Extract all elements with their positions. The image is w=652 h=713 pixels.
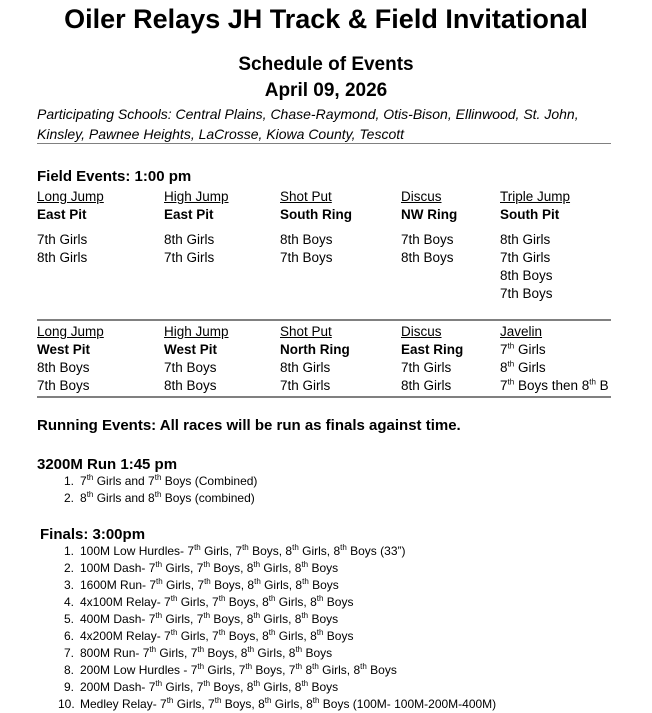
field-event-name: Triple Jump — [500, 189, 571, 204]
field-event-group: 8th Girls — [500, 359, 546, 375]
participating-schools: Participating Schools: Central Plains, Chase-Raymond, Otis-Bison, Ellinwood, St. John, Kinsley, Pawnee Heights, LaCrosse, Kiowa County, Tescott — [37, 106, 579, 142]
field-event-group: 7th Girls — [500, 341, 546, 357]
list-item: 3. 1600M Run- 7th Girls, 7th Boys, 8th Girls, 8th Boys — [63, 577, 339, 592]
field-event-column — [37, 323, 104, 395]
field-event-name: Shot Put — [280, 189, 332, 204]
list-item: 8. 200M Low Hurdles - 7th Girls, 7th Boys, 7th 8th Girls, 8th Boys — [63, 662, 397, 677]
field-event-location: South Ring — [280, 207, 352, 222]
list-item: 2. 100M Dash- 7th Girls, 7th Boys, 8th Girls, 8th Boys — [63, 560, 339, 575]
field-event-location: East Pit — [37, 207, 87, 222]
field-event-column — [280, 188, 352, 267]
field-event-name: Shot Put — [280, 324, 332, 339]
finals-heading: Finals: 3:00pm — [40, 526, 146, 543]
list-item: 6. 4x200M Relay- 7th Girls, 7th Boys, 8th Girls, 8th Boys — [63, 628, 354, 643]
list-item: 7. 800M Run- 7th Girls, 7th Boys, 8th Girls, 8th Boys — [63, 645, 333, 660]
field-event-name: Long Jump — [37, 189, 104, 204]
field-event-group: 8th Girls — [280, 360, 331, 375]
run-3200-list — [58, 473, 257, 507]
running-events-heading: Running Events: All races will be run as finals against time. — [37, 417, 461, 434]
field-event-group: 7th Boys — [280, 250, 333, 265]
field-event-location: East Pit — [164, 207, 214, 222]
run-3200-heading: 3200M Run 1:45 pm — [37, 456, 178, 473]
field-event-group: 8th Girls — [500, 232, 551, 247]
field-event-name: Discus — [401, 189, 442, 204]
field-event-group: 7th Girls — [37, 232, 88, 247]
field-event-column — [37, 188, 104, 267]
field-event-name: Discus — [401, 324, 442, 339]
list-item: 4. 4x100M Relay- 7th Girls, 7th Boys, 8th Girls, 8th Boys — [63, 594, 354, 609]
field-event-group: 8th Boys — [280, 232, 333, 247]
field-event-group: 8th Boys — [401, 250, 454, 265]
field-event-group: 7th Boys — [37, 378, 90, 393]
field-event-group: 8th Girls — [164, 232, 215, 247]
field-event-name: High Jump — [164, 324, 229, 339]
field-event-column — [164, 323, 229, 395]
field-event-group: 8th Boys — [164, 378, 217, 393]
field-event-group: 7th Girls — [164, 250, 215, 265]
divider-mid — [37, 319, 611, 321]
field-event-column — [164, 188, 229, 267]
list-item: 2. 8th Girls and 8th Boys (combined) — [63, 490, 255, 505]
field-event-column — [500, 323, 609, 395]
field-event-group: 8th Girls — [401, 378, 452, 393]
field-event-location: NW Ring — [401, 207, 458, 222]
field-event-column — [280, 323, 350, 395]
field-event-location: West Pit — [164, 342, 218, 357]
field-event-group: 7th Boys then 8th B — [500, 377, 609, 393]
field-event-location: South Pit — [500, 207, 560, 222]
field-event-group: 7th Boys — [164, 360, 217, 375]
event-date: April 09, 2026 — [264, 80, 388, 101]
field-event-name: Javelin — [500, 324, 543, 339]
field-event-group: 7th Girls — [401, 360, 452, 375]
field-event-location: West Pit — [37, 342, 91, 357]
field-event-name: High Jump — [164, 189, 229, 204]
field-event-group: 7th Girls — [280, 378, 331, 393]
divider-top — [37, 143, 611, 144]
field-event-location: East Ring — [401, 342, 464, 357]
field-event-group: 7th Boys — [401, 232, 454, 247]
list-item: 5. 400M Dash- 7th Girls, 7th Boys, 8th Girls, 8th Boys — [63, 611, 339, 626]
field-events-heading: Field Events: 1:00 pm — [37, 168, 192, 185]
field-event-group: 8th Boys — [37, 360, 90, 375]
field-event-group: 8th Boys — [500, 268, 553, 283]
page-title: Oiler Relays JH Track & Field Invitational — [64, 4, 588, 34]
finals-list — [58, 543, 496, 713]
field-event-name: Long Jump — [37, 324, 104, 339]
list-item: 9. 200M Dash- 7th Girls, 7th Boys, 8th Girls, 8th Boys — [63, 679, 339, 694]
list-item: 1. 100M Low Hurdles- 7th Girls, 7th Boys, 8th Girls, 8th Boys (33”) — [63, 543, 406, 558]
field-event-group: 7th Girls — [500, 250, 551, 265]
list-item: 1. 7th Girls and 7th Boys (Combined) — [63, 473, 258, 488]
field-event-group: 8th Girls — [37, 250, 88, 265]
field-event-location: North Ring — [280, 342, 350, 357]
field-event-column — [401, 188, 457, 267]
divider-bottom — [37, 396, 611, 398]
field-event-column — [401, 323, 463, 395]
field-event-group: 7th Boys — [500, 286, 553, 301]
schedule-subtitle: Schedule of Events — [238, 54, 414, 75]
list-item: 10. Medley Relay- 7th Girls, 7th Boys, 8th Girls, 8th Boys (100M- 100M-200M-400M) — [58, 696, 497, 711]
field-event-column — [500, 188, 570, 303]
